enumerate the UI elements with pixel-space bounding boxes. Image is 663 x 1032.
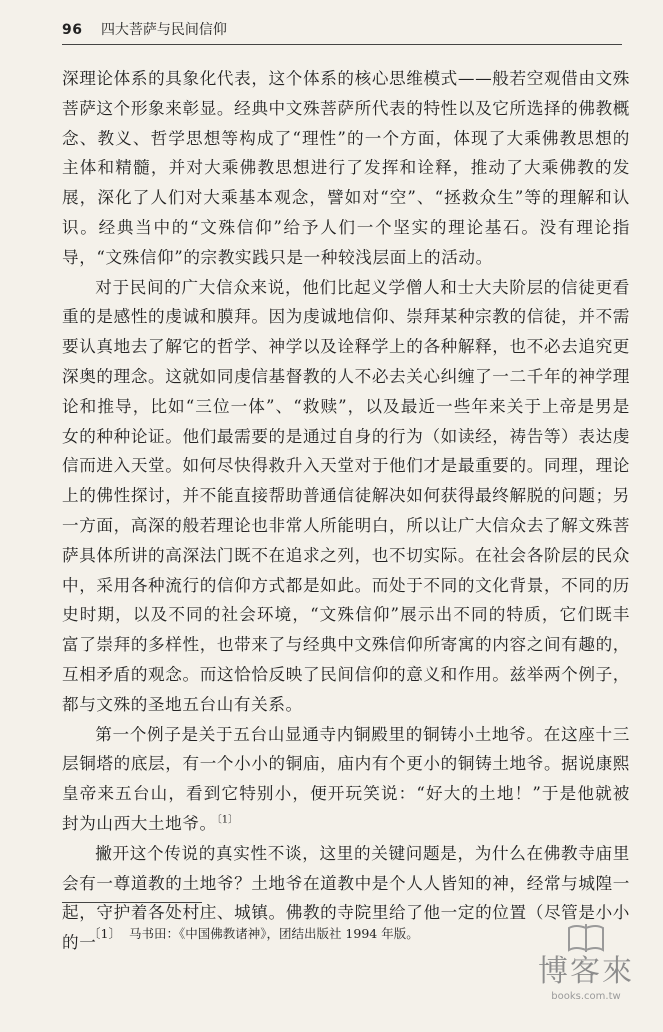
- watermark-brand: 博客來: [538, 954, 634, 989]
- footnote-reference[interactable]: 〔1〕: [216, 814, 239, 826]
- book-title: 四大菩萨与民间信仰: [100, 22, 227, 38]
- paragraph-text: 第一个例子是关于五台山显通寺内铜殿里的铜铸小土地爷。在这座十三层铜塔的底层，有一个小小的铜庙，庙内有个更小的铜铸土地爷。据说康熙皇帝来五台山，看到它特别小，便开玩笑说：“好大的土地！”于是他就被封为山西大土地爷。: [62, 724, 630, 833]
- footnote-text: 马书田：《中国佛教诸神》，团结出版社 1994 年版。: [128, 926, 419, 941]
- footnote-mark: 〔1〕: [88, 926, 121, 941]
- watermark-url: books.com.tw: [551, 991, 621, 1002]
- bookstore-logo-icon: [566, 922, 606, 954]
- footnote: [88, 924, 608, 944]
- paragraph-with-footnote: [62, 720, 630, 839]
- watermark: [531, 922, 641, 1012]
- paragraph: 撇开这个传说的真实性不谈，这里的关键问题是，为什么在佛教寺庙里会有一尊道教的土地爷？土地爷在道教中是个人人皆知的神，经常与城隍一起，守护着各处村庄、城镇。佛教的寺院里给了他一定的位置（尽管是小小的一: [62, 843, 630, 953]
- paragraph-continued: 深理论体系的具象化代表，这个体系的核心思维模式——般若空观借由文殊菩萨这个形象来彰显。经典中文殊菩萨所代表的特性以及它所选择的佛教概念、教义、哲学思想等构成了“理性”的一个方面，体现了大乘佛教思想的主体和精髓，并对大乘佛教思想进行了发挥和诠释，推动了大乘佛教的发展，深化了人们对大乘基本观念，譬如对“空”、“拯救众生”等的理解和认识。经典当中的“文殊信仰”给予人们一个坚实的理论基石。没有理论指导，“文殊信仰”的宗教实践只是一种较浅层面上的活动。: [62, 69, 630, 267]
- footnote-divider: [62, 902, 202, 903]
- paragraph: 对于民间的广大信众来说，他们比起义学僧人和士大夫阶层的信徒更看重的是感性的虔诚和膜拜。因为虔诚地信仰、崇拜某种宗教的信徒，并不需要认真地去了解它的哲学、神学以及诠释学上的各种解释，也不必去追究更深奥的理念。这就如同虔信基督教的人不必去关心纠缠了一二千年的神学理论和推导，比如“三位一体”、“救赎”，以及最近一些年来关于上帝是男是女的种种论证。他们最需要的是通过自身的行为（如读经，祷告等）表达虔信而进入天堂。如何尽快得救升入天堂对于他们才是最重要的。同理，理论上的佛性探讨，并不能直接帮助普通信徒解决如何获得最终解脱的问题；另一方面，高深的般若理论也非常人所能明白，所以让广大信众去了解文殊菩萨具体所讲的高深法门既不在追求之列，也不切实际。在社会各阶层的民众中，采用各种流行的信仰方式都是如此。而处于不同的文化背景，不同的历史时期，以及不同的社会环境，“文殊信仰”展示出不同的特质，它们既丰富了崇拜的多样性，也带来了与经典中文殊信仰所寄寓的内容之间有趣的，互相矛盾的观念。而这恰恰反映了民间信仰的意义和作用。兹举两个例子，都与文殊的圣地五台山有关系。: [62, 277, 630, 714]
- page-number: 96: [62, 22, 83, 38]
- running-head: [62, 16, 622, 45]
- body-text: [62, 64, 630, 958]
